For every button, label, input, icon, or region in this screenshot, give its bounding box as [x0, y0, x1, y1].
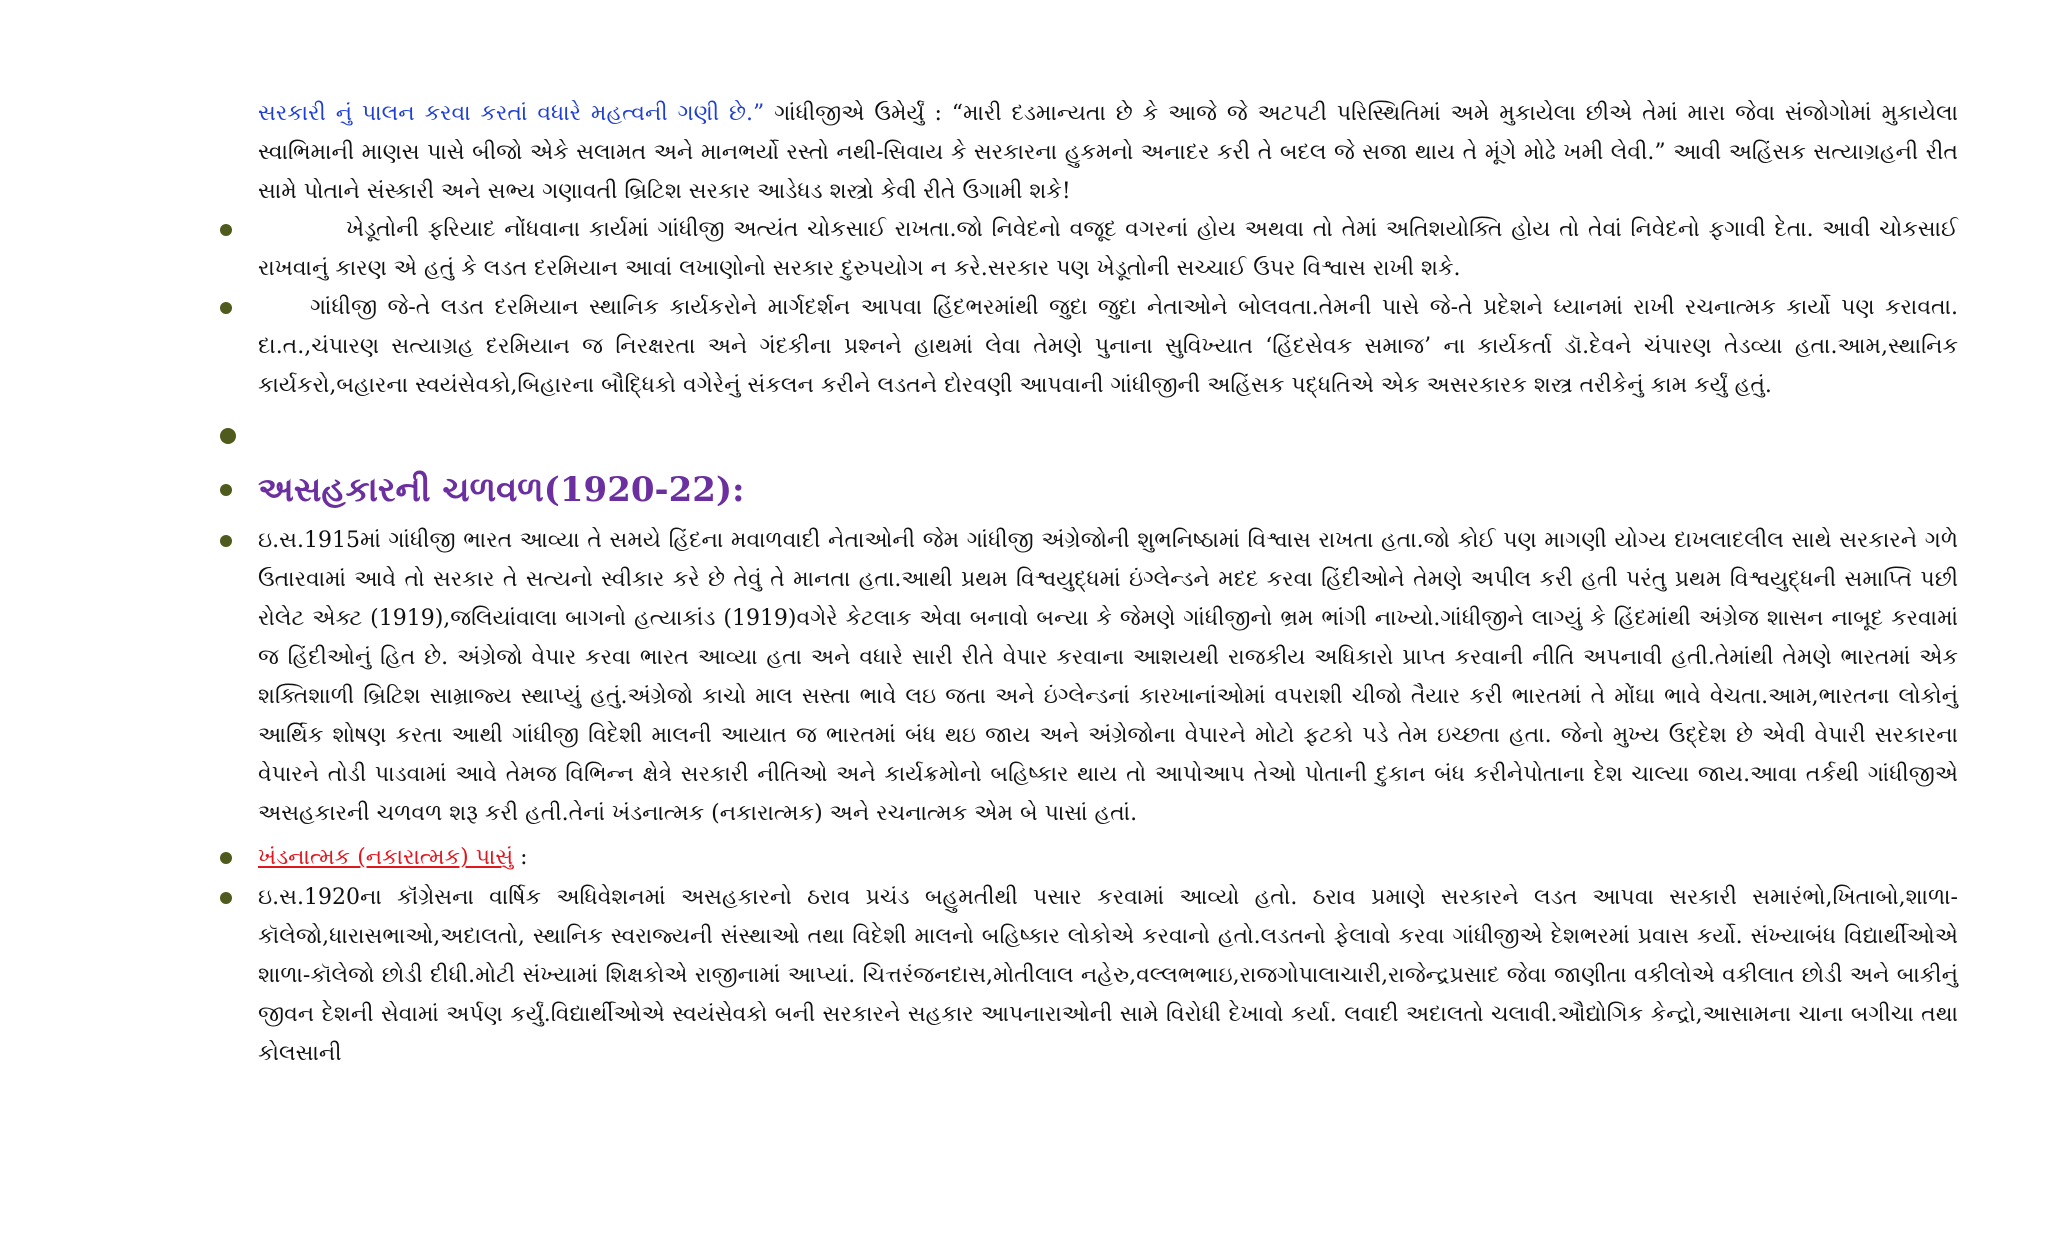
paragraph-1-text: ગાંધીજીએ ઉમેર્યું : “મારી દડમાન્યતા છે કે આજે જે અટપટી પરિસ્થિતિમાં અમે મુકાયેલા છીએ તેમાં મારા જેવા સંજોગોમાં મુકાયેલા સ્વાભિમાની માણસ પાસે બીજો એકે સલામત અને માનભર્યો રસ્તો નથી-સિવાય કે સરકારના હુકમનો અનાદર કરી તે બદલ જે સજા થાય તે મૂંગે મોઢે ખમી લેવી.” આવી અહિંસક સત્યાગ્રહની રીત સામે પોતાને સંસ્કારી અને સભ્ય ગણાવતી બ્રિટિશ સરકાર આડેધડ શસ્ત્રો કેવી રીતે ઉગામી શકે!: [258, 101, 1958, 204]
paragraph-5: [258, 838, 1958, 877]
paragraph-1: [258, 94, 1958, 211]
paragraph-6-text: ઇ.સ.1920ના કૉંગ્રેસના વાર્ષિક અધિવેશનમાં અસહકારનો ઠરાવ પ્રચંડ બહુમતીથી પસાર કરવામાં આવ્યો હતો. ઠરાવ પ્રમાણે સરકારને લડત આપવા સરકારી સમારંભો,ખિતાબો,શાળા-કૉલેજો,ધારાસભાઓ,અદાલતો, સ્થાનિક સ્વરાજ્યની સંસ્થાઓ તથા વિદેશી માલનો બહિષ્કાર લોકોએ કરવાનો હતો.લડતનો ફેલાવો કરવા ગાંધીજીએ દેશભરમાં પ્રવાસ કર્યો. સંખ્યાબંધ વિદ્યાર્થીઓએ શાળા-કૉલેજો છોડી દીધી.મોટી સંખ્યામાં શિક્ષકોએ રાજીનામાં આપ્યાં. ચિત્તરંજનદાસ,મોતીલાલ નહેરુ,વલ્લભભાઇ,રાજગોપાલાચારી,રાજેન્દ્રપ્રસાદ જેવા જાણીતા વકીલોએ વકીલાત છોડી અને બાકીનું જીવન દેશની સેવામાં અર્પણ કર્યું.વિદ્યાર્થીઓએ સ્વયંસેવકો બની સરકારને સહકાર આપનારાઓની સામે વિરોધી દેખાવો કર્યા. લવાદી અદાલતો ચલાવી.ઔદ્યોગિક કેન્દ્રો,આસામના ચાના બગીચા તથા કોલસાની: [258, 885, 1958, 1066]
paragraph-3-text: ગાંધીજી જે-તે લડત દરમિયાન સ્થાનિક કાર્યકરોને માર્ગદર્શન આપવા હિંદભરમાંથી જુદા જુદા નેતાઓને બોલવતા.તેમની પાસે જે-તે પ્રદેશને ધ્યાનમાં રાખી રચનાત્મક કાર્યો પણ કરાવતા. દા.ત.,ચંપારણ સત્યાગ્રહ દરમિયાન જ નિરક્ષરતા અને ગંદકીના પ્રશ્નને હાથમાં લેવા તેમણે પુનાના સુવિખ્યાત ‘હિંદસેવક સમાજ’ ના કાર્યકર્તા ડૉ.દેવને ચંપારણ તેડવ્યા હતા.આમ,સ્થાનિક કાર્યકરો,બહારના સ્વયંસેવકો,બિહારના બૌદ્ધિકો વગેરેનું સંકલન કરીને લડતને દોરવણી આપવાની ગાંધીજીની અહિંસક પદ્ધતિએ એક અસરકારક શસ્ત્ર તરીકેનું કામ કર્યું હતું.: [258, 295, 1958, 398]
empty-bullet-point: [220, 428, 236, 444]
bullet-point: [220, 302, 232, 314]
bullet-point: [220, 484, 232, 496]
paragraph-6: [258, 878, 1958, 1073]
subheading-link: ખંડનાત્મક (નકારાત્મક) પાસું: [258, 845, 514, 870]
quote-highlight: સરકારી નું પાલન કરવા કરતાં વધારે મહત્વની ગણી છે.”: [258, 101, 765, 126]
paragraph-4: [258, 521, 1958, 833]
section-heading: અસહકારની ચળવળ(1920-22):: [258, 470, 745, 510]
paragraph-4-text: ઇ.સ.1915માં ગાંધીજી ભારત આવ્યા તે સમયે હિંદના મવાળવાદી નેતાઓની જેમ ગાંધીજી અંગ્રેજોની શુભનિષ્ઠામાં વિશ્વાસ રાખતા હતા.જો કોઈ પણ માગણી યોગ્ય દાખલાદલીલ સાથે સરકારને ગળે ઉતારવામાં આવે તો સરકાર તે સત્યનો સ્વીકાર કરે છે તેવું તે માનતા હતા.આથી પ્રથમ વિશ્વયુદ્ધમાં ઇંગ્લેન્ડને મદદ કરવા હિંદીઓને તેમણે અપીલ કરી હતી પરંતુ પ્રથમ વિશ્વયુદ્ધની સમાપ્તિ પછી રોલેટ એક્ટ (1919),જલિયાંવાલા બાગનો હત્યાકાંડ (1919)વગેરે કેટલાક એવા બનાવો બન્યા કે જેમણે ગાંધીજીનો ભ્રમ ભાંગી નાખ્યો.ગાંધીજીને લાગ્યું કે હિંદમાંથી અંગ્રેજ શાસન નાબૂદ કરવામાં જ હિંદીઓનું હિત છે. અંગ્રેજો વેપાર કરવા ભારત આવ્યા હતા અને વધારે સારી રીતે વેપાર કરવાના આશયથી રાજકીય અધિકારો પ્રાપ્ત કરવાની નીતિ અપનાવી હતી.તેમાંથી તેમણે ભારતમાં એક શક્તિશાળી બ્રિટિશ સામ્રાજ્ય સ્થાપ્યું હતું.અંગ્રેજો કાચો માલ સસ્તા ભાવે લઇ જતા અને ઇંગ્લેન્ડનાં કારખાનાંઓમાં વપરાશી ચીજો તૈયાર કરી ભારતમાં તે મોંઘા ભાવે વેચતા.આમ,ભારતના લોકોનું આર્થિક શોષણ કરતા આથી ગાંધીજી વિદેશી માલની આયાત જ ભારતમાં બંધ થઇ જાય અને અંગ્રેજોના વેપારને મોટો ફટકો પડે તેમ ઇચ્છતા હતા. જેનો મુખ્ય ઉદ્દેશ છે એવી વેપારી સરકારના વેપારને તોડી પાડવામાં આવે તેમજ વિભિન્ન ક્ષેત્રે સરકારી નીતિઓ અને કાર્યક્રમોનો બહિષ્કાર થાય તો આપોઆપ તેઓ પોતાની દુકાન બંધ કરીનેપોતાના દેશ ચાલ્યા જાય.આવા તર્કથી ગાંધીજીએ અસહકારની ચળવળ શરૂ કરી હતી.તેનાં ખંડનાત્મક (નકારાત્મક) અને રચનાત્મક એમ બે પાસાં હતાં.: [258, 528, 1958, 826]
subheading-suffix: :: [513, 845, 528, 870]
paragraph-2: [258, 210, 1958, 288]
bullet-point: [220, 852, 232, 864]
bullet-point: [220, 892, 232, 904]
paragraph-3: [258, 288, 1958, 405]
bullet-point: [220, 535, 232, 547]
paragraph-2-text: ખેડૂતોની ફરિયાદ નોંધવાના કાર્યમાં ગાંધીજી અત્યંત ચોકસાઈ રાખતા.જો નિવેદનો વજૂદ વગરનાં હોય અથવા તો તેમાં અતિશયોક્તિ હોય તો તેવાં નિવેદનો ફગાવી દેતા. આવી ચોકસાઈ રાખવાનું કારણ એ હતું કે લડત દરમિયાન આવાં લખાણોનો સરકાર દુરુપયોગ ન કરે.સરકાર પણ ખેડૂતોની સચ્ચાઈ ઉપર વિશ્વાસ રાખી શકે.: [258, 217, 1958, 281]
bullet-point: [220, 224, 232, 236]
